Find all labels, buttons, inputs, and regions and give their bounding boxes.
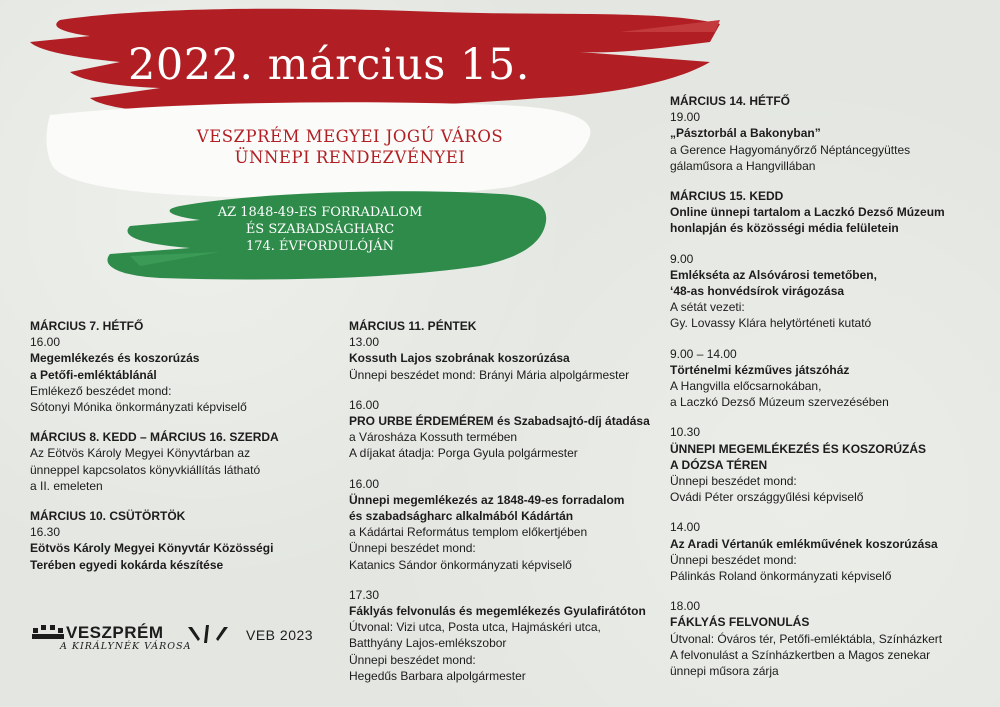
event-title: A DÓZSA TÉREN — [670, 457, 768, 472]
event-detail: Ünnepi beszédet mond: — [349, 541, 476, 556]
event-detail: Útvonal: Óváros tér, Petőfi-emléktábla, Színházkert — [670, 631, 943, 646]
program-day — [670, 188, 990, 237]
event-detail: Emlékező beszédet mond: — [30, 383, 172, 398]
event-title: Kossuth Lajos szobrának koszorúzása — [349, 351, 570, 366]
event-title: Eötvös Károly Megyei Könyvtár Közösségi — [30, 541, 274, 556]
event-date-title: 2022. március 15. — [128, 40, 530, 90]
event-time: 9.00 — [670, 251, 694, 266]
event-time: 18.00 — [670, 599, 701, 614]
event-detail: A Hangvilla előcsarnokában, — [670, 379, 822, 394]
event-title: és szabadságharc alkalmából Kádártán — [349, 509, 574, 524]
program-event — [670, 346, 990, 411]
veb-logo-icon — [186, 623, 230, 645]
event-detail: Ünnepi beszédet mond: — [670, 552, 797, 567]
veb-2023-label: VEB 2023 — [246, 627, 314, 643]
event-title: PRO URBE ÉRDEMÉREM és Szabadsajtó-díj átadása — [349, 414, 650, 429]
event-title: FÁKLYÁS FELVONULÁS — [670, 615, 810, 630]
program-day — [670, 93, 990, 174]
event-time: 13.00 — [349, 335, 380, 350]
program-event — [670, 598, 990, 679]
event-time: 19.00 — [670, 110, 701, 125]
anniversary-text — [200, 204, 440, 255]
program-column-3 — [670, 93, 990, 693]
event-detail: Sótonyi Mónika önkormányzati képviselő — [30, 400, 247, 415]
event-time: 16.00 — [30, 335, 61, 350]
event-time: 10.30 — [670, 425, 701, 440]
program-event — [349, 334, 659, 383]
day-heading: MÁRCIUS 8. KEDD – MÁRCIUS 16. SZERDA — [30, 430, 279, 445]
event-time: 16.30 — [30, 525, 61, 540]
event-title: a Petőfi-emléktáblánál — [30, 367, 157, 382]
event-detail: a Városháza Kossuth termében — [349, 430, 518, 445]
event-detail: Pálinkás Roland önkormányzati képviselő — [670, 569, 892, 584]
event-detail: a II. emeleten — [30, 478, 103, 493]
event-detail: A felvonulást a Színházkertben a Magos zenekar — [670, 647, 931, 662]
program-day — [30, 508, 330, 573]
program-column-2 — [349, 318, 659, 698]
event-title: Ünnepi megemlékezés az 1848-49-es forradalom — [349, 492, 625, 507]
anniversary-line: ÉS SZABADSÁGHARC — [245, 222, 395, 237]
event-detail: Ünnepi beszédet mond: — [349, 652, 476, 667]
event-time: 9.00 – 14.00 — [670, 346, 737, 361]
event-detail: Ünnepi beszédet mond: Brányi Mária alpolgármester — [349, 367, 630, 382]
event-title: Terében egyedi kokárda készítése — [30, 557, 224, 572]
event-title: Megemlékezés és koszorúzás — [30, 351, 200, 366]
anniversary-line: AZ 1848-49-ES FORRADALOM — [217, 205, 423, 220]
event-time: 16.00 — [349, 476, 380, 491]
day-heading: MÁRCIUS 15. KEDD — [670, 189, 784, 204]
event-detail: Útvonal: Vizi utca, Posta utca, Hajmáskéri utca, — [349, 620, 601, 635]
program-event — [349, 397, 659, 462]
event-title: Az Aradi Vértanúk emlékművének koszorúzása — [670, 536, 938, 551]
event-detail: gálaműsora a Hangvillában — [670, 158, 816, 173]
program-event — [670, 251, 990, 332]
event-time: 14.00 — [670, 520, 701, 535]
anniversary-line: 174. ÉVFORDULÓJÁN — [245, 239, 395, 254]
day-heading: MÁRCIUS 10. CSÜTÖRTÖK — [30, 509, 186, 524]
event-detail: a Laczkó Dezső Múzeum szervezésében — [670, 395, 889, 410]
event-detail: a Gerence Hagyományőrző Néptáncegyüttes — [670, 142, 911, 157]
event-title: Emlékséta az Alsóvárosi temetőben, — [670, 267, 877, 282]
day-heading: MÁRCIUS 14. HÉTFŐ — [670, 94, 791, 108]
event-detail: Gy. Lovassy Klára helytörténeti kutató — [670, 316, 872, 331]
event-time: 17.30 — [349, 587, 380, 602]
event-time: 16.00 — [349, 397, 380, 412]
program-day — [30, 429, 330, 494]
event-detail: A sétát vezeti: — [670, 300, 745, 315]
veszprem-crown-icon — [32, 624, 64, 640]
event-detail: Batthyány Lajos-emlékszobor — [349, 636, 507, 651]
event-detail: ünnepi műsora zárja — [670, 664, 779, 679]
event-detail: Ovádi Péter országgyűlési képviselő — [670, 490, 864, 505]
day-heading: MÁRCIUS 11. PÉNTEK — [349, 319, 477, 333]
poster-subtitle — [160, 126, 540, 168]
veszprem-logo-tagline: A KIRÁLYNÉK VÁROSA — [60, 641, 192, 652]
event-detail: Hegedűs Barbara alpolgármester — [349, 668, 526, 683]
event-detail: a Kádártai Református templom előkertjében — [349, 525, 588, 540]
event-title: honlapján és közösségi média felületein — [670, 221, 899, 236]
event-detail: Katanics Sándor önkormányzati képviselő — [349, 557, 572, 572]
program-event — [349, 476, 659, 573]
event-title: „Pásztorbál a Bakonyban” — [670, 126, 821, 141]
event-title: Online ünnepi tartalom a Laczkó Dezső Múzeum — [670, 205, 945, 220]
event-detail: Az Eötvös Károly Megyei Könyvtárban az — [30, 446, 251, 461]
subtitle-line: VESZPRÉM MEGYEI JOGÚ VÁROS — [196, 127, 504, 146]
event-title: Történelmi kézműves játszóház — [670, 362, 850, 377]
event-detail: ünneppel kapcsolatos könyvkiállítás látható — [30, 462, 261, 477]
program-event — [349, 587, 659, 684]
program-day — [30, 318, 330, 415]
event-title: ‘48-as honvédsírok virágozása — [670, 284, 845, 299]
program-event — [670, 424, 990, 505]
event-detail: Ünnepi beszédet mond: — [670, 474, 797, 489]
event-title: Fáklyás felvonulás és megemlékezés Gyulafirátóton — [349, 604, 646, 619]
program-column-1 — [30, 318, 330, 587]
program-event — [670, 519, 990, 584]
subtitle-line: ÜNNEPI RENDEZVÉNYEI — [234, 148, 466, 167]
event-title: ÜNNEPI MEGEMLÉKEZÉS ÉS KOSZORÚZÁS — [670, 441, 927, 456]
event-detail: A díjakat átadja: Porga Gyula polgármester — [349, 446, 578, 461]
veszprem-logo-name: VESZPRÉM — [66, 623, 164, 642]
day-heading: MÁRCIUS 7. HÉTFŐ — [30, 319, 144, 333]
